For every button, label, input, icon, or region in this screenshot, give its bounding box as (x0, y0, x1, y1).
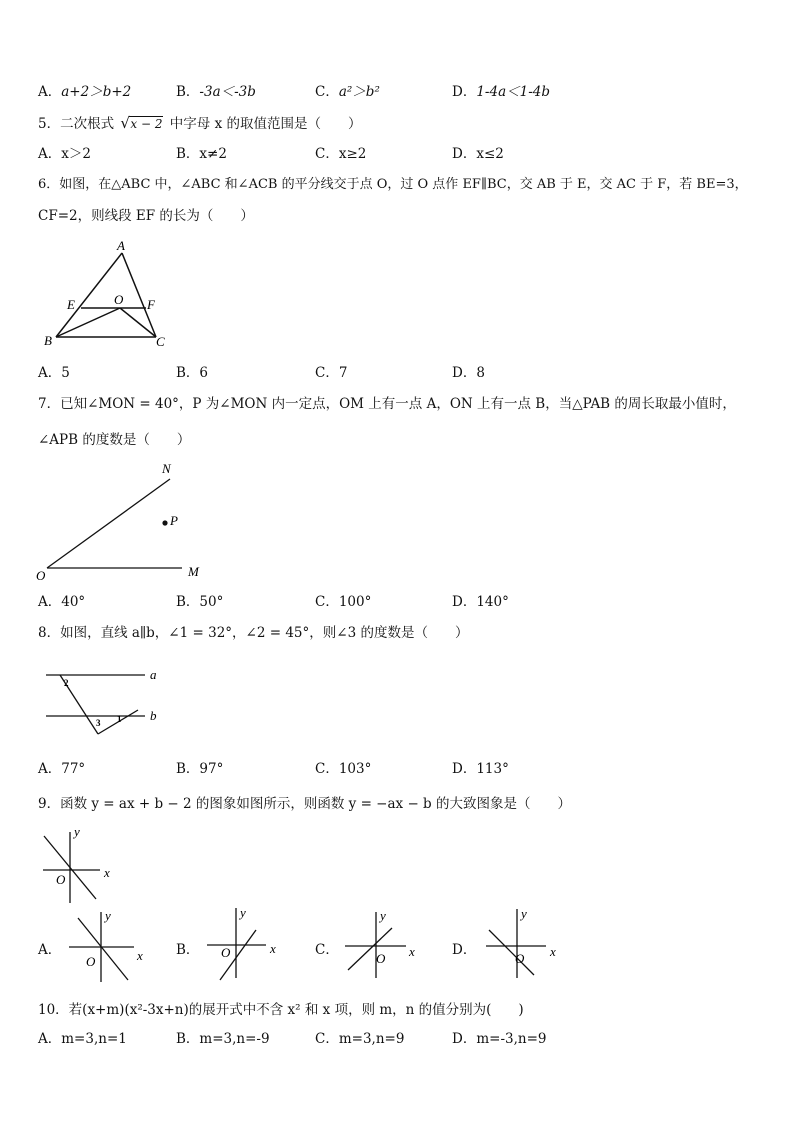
q4-option-a: A．a+2＞b+2 (38, 84, 132, 100)
q7-option-c: C．100° (315, 594, 372, 610)
q5-option-c: C．x≥2 (315, 146, 367, 162)
q9-stem: 9．函数 y = ax + b − 2 的图象如图所示，则函数 y = −ax − b 的大致图象是（ ） (38, 796, 571, 812)
q9-c-y-label: y (380, 908, 386, 923)
q9-given-o-label: O (56, 872, 66, 887)
q8-option-d: D．113° (452, 761, 509, 777)
sqrt-sign-icon: √ (120, 114, 130, 132)
q7-label-o: O (36, 568, 46, 583)
q8-label-angle-3: 3 (96, 718, 101, 728)
q9-b-o-label: O (221, 945, 231, 960)
q6-label-a: A (117, 238, 125, 253)
q9-c-x-label: x (409, 944, 415, 959)
q9-given-x-label: x (104, 865, 110, 880)
q7-label-m: M (188, 564, 199, 579)
q8-label-a: a (150, 667, 157, 682)
q6-stem-line1: 6．如图，在△ABC 中，∠ABC 和∠ACB 的平分线交于点 O，过 O 点作 EF∥BC，交 AB 于 E，交 AC 于 F，若 BE=3， (38, 177, 748, 192)
q9-d-o-label: O (515, 951, 525, 966)
q9-option-d: D． (452, 942, 477, 958)
q5-option-a: A．x＞2 (38, 146, 91, 162)
q5-option-d: D．x≤2 (452, 146, 504, 162)
q7-label-p: P (170, 513, 178, 528)
q7-label-n: N (162, 461, 171, 476)
q9-option-a: A． (38, 942, 62, 958)
q5-stem: 5．二次根式 √ x − 2 中字母 x 的取值范围是（ ） (38, 114, 362, 132)
q5-radical: √ x − 2 (120, 114, 163, 132)
q6-label-c: C (156, 334, 165, 349)
q7-stem-line2: ∠APB 的度数是（ ） (38, 432, 191, 448)
q8-option-b: B．97° (176, 761, 224, 777)
q4-option-c: C．a²＞b² (315, 84, 380, 100)
q10-option-c: C．m=3,n=9 (315, 1031, 405, 1047)
q10-stem: 10．若(x+m)(x²-3x+n)的展开式中不含 x² 和 x 项，则 m，n 的值分别为( ) (38, 1002, 524, 1018)
q6-option-a: A．5 (38, 365, 70, 381)
q8-label-b: b (150, 708, 157, 723)
q6-label-b: B (44, 333, 52, 348)
q8-label-angle-1: 1 (117, 714, 122, 724)
q6-option-d: D．8 (452, 365, 485, 381)
q9-option-b: B． (176, 942, 200, 958)
q6-option-c: C．7 (315, 365, 348, 381)
q4-option-b: B．-3a＜-3b (176, 84, 256, 100)
q6-label-o: O (114, 292, 124, 307)
q7-option-a: A．40° (38, 594, 86, 610)
q8-option-a: A．77° (38, 761, 86, 777)
q9-a-x-label: x (137, 948, 143, 963)
q8-label-angle-2: 2 (64, 678, 69, 688)
q9-b-x-label: x (270, 941, 276, 956)
q9-a-o-label: O (86, 954, 96, 969)
q9-d-y-label: y (521, 906, 527, 921)
q8-option-c: C．103° (315, 761, 372, 777)
q7-option-d: D．140° (452, 594, 509, 610)
q9-a-y-label: y (105, 908, 111, 923)
q9-d-x-label: x (550, 944, 556, 959)
q6-label-f: F (147, 297, 155, 312)
q10-option-b: B．m=3,n=-9 (176, 1031, 270, 1047)
q4-option-d: D．1-4a＜1-4b (452, 84, 550, 100)
q10-option-a: A．m=3,n=1 (38, 1031, 127, 1047)
q6-stem-line2: CF=2，则线段 EF 的长为（ ） (38, 208, 254, 224)
q7-stem-line1: 7．已知∠MON = 40°，P 为∠MON 内一定点，OM 上有一点 A，ON 上有一点 B，当△PAB 的周长取最小值时， (38, 396, 736, 412)
q9-option-c: C． (315, 942, 339, 958)
q6-label-e: E (67, 297, 75, 312)
q7-option-b: B．50° (176, 594, 224, 610)
q9-b-y-label: y (240, 905, 246, 920)
q10-option-d: D．m=-3,n=9 (452, 1031, 547, 1047)
q6-option-b: B．6 (176, 365, 209, 381)
q9-c-o-label: O (376, 951, 386, 966)
q8-stem: 8．如图，直线 a∥b，∠1 = 32°，∠2 = 45°，则∠3 的度数是（ ） (38, 625, 469, 641)
q5-option-b: B．x≠2 (176, 146, 227, 162)
q9-given-y-label: y (74, 824, 80, 839)
